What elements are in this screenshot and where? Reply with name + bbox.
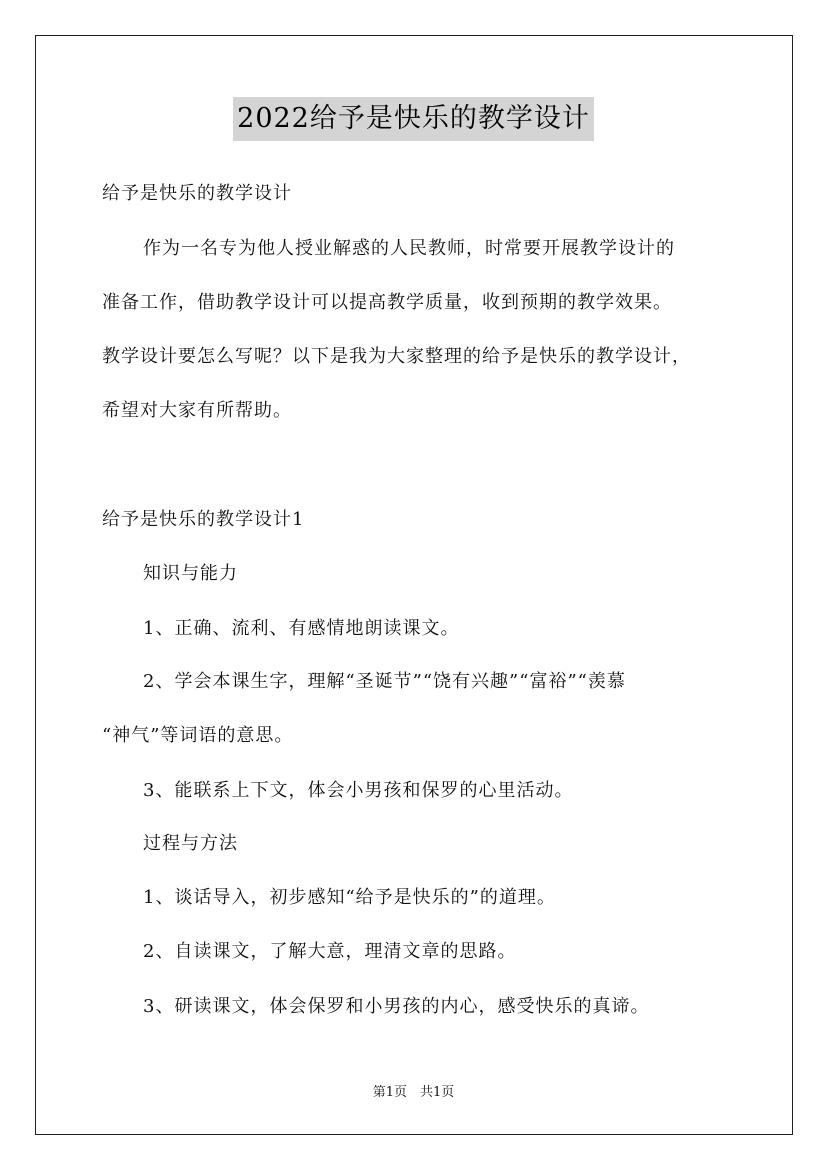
intro-line-1: 作为一名专为他人授业解惑的人民教师，时常要开展教学设计的 <box>143 238 675 259</box>
document-title: 2022给予是快乐的教学设计 <box>233 97 594 141</box>
knowledge-item-1: 1、正确、流利、有感情地朗读课文。 <box>143 618 460 639</box>
process-item-2: 2、自读课文，了解大意，理清文章的思路。 <box>143 941 517 962</box>
knowledge-item-2: 2、学会本课生字，理解“圣诞节”“饶有兴趣”“富裕”“羡慕 <box>143 671 626 692</box>
document-title-wrap <box>0 97 827 141</box>
knowledge-item-3: 3、能联系上下文，体会小男孩和保罗的心里活动。 <box>143 780 574 801</box>
knowledge-heading: 知识与能力 <box>143 563 238 584</box>
intro-line-2: 准备工作，借助教学设计可以提高教学质量，收到预期的教学效果。 <box>102 292 672 313</box>
page-number: 第1页 共1页 <box>372 1085 455 1100</box>
intro-line-3: 教学设计要怎么写呢？以下是我为大家整理的给予是快乐的教学设计， <box>102 346 691 367</box>
subtitle: 给予是快乐的教学设计 <box>102 183 292 204</box>
process-item-3: 3、研读课文，体会保罗和小男孩的内心，感受快乐的真谛。 <box>143 996 650 1017</box>
process-heading: 过程与方法 <box>143 833 238 854</box>
intro-line-4: 希望对大家有所帮助。 <box>102 400 292 421</box>
process-item-1: 1、谈话导入，初步感知“给予是快乐的”的道理。 <box>143 887 556 908</box>
knowledge-item-2-cont: “神气”等词语的意思。 <box>102 725 294 746</box>
section-heading: 给予是快乐的教学设计1 <box>102 509 305 530</box>
